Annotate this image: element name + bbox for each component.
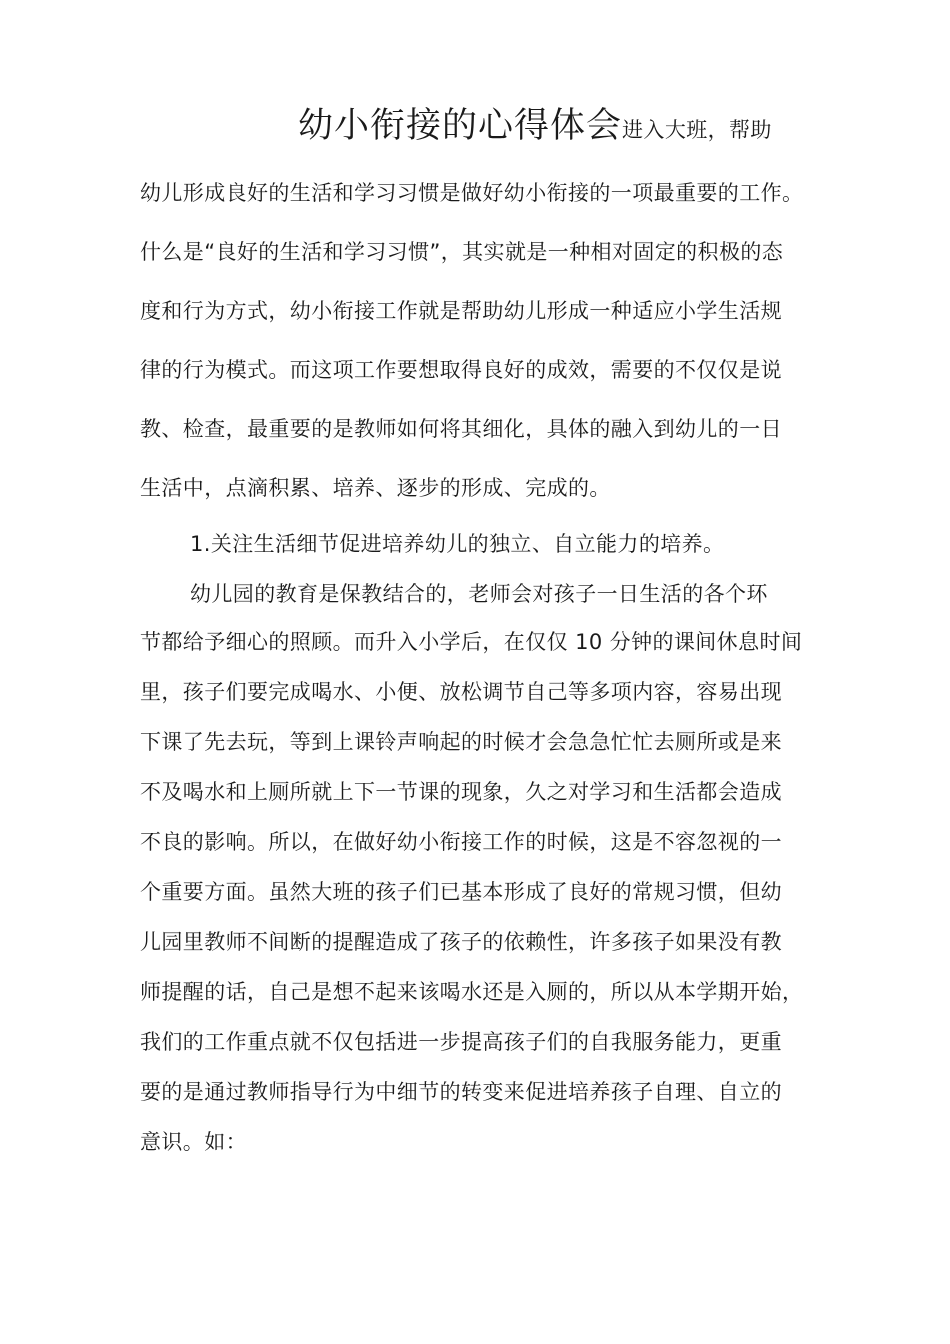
paragraph1-line: 生活中，点滴积累、培养、逐步的形成、完成的。 [140, 476, 611, 500]
document-title: 幼小衔接的心得体会 [298, 106, 623, 146]
paragraph1-line: 什么是“良好的生活和学习习惯”，其实就是一种相对固定的积极的态 [140, 240, 784, 264]
paragraph1-line: 律的行为模式。而这项工作要想取得良好的成效，需要的不仅仅是说 [140, 358, 782, 382]
paragraph1-line: 幼儿形成良好的生活和学习习惯是做好幼小衔接的一项最重要的工作。 [140, 181, 804, 205]
paragraph2-line: 节都给予细心的照顾。而升入小学后，在仅仅 10 分钟的课间休息时间 [140, 630, 803, 654]
paragraph2-line: 不良的影响。所以，在做好幼小衔接工作的时候，这是不容忽视的一 [140, 830, 782, 854]
title-continuation-text: 进入大班，帮助 [622, 118, 772, 142]
title-line [298, 104, 772, 154]
paragraph2-line: 意识。如： [140, 1130, 247, 1154]
paragraph2-line: 个重要方面。虽然大班的孩子们已基本形成了良好的常规习惯，但幼 [140, 880, 782, 904]
paragraph2-line: 下课了先去玩，等到上课铃声响起的时候才会急急忙忙去厕所或是来 [140, 730, 782, 754]
paragraph1-line: 度和行为方式，幼小衔接工作就是帮助幼儿形成一种适应小学生活规 [140, 299, 782, 323]
paragraph2-line: 要的是通过教师指导行为中细节的转变来促进培养孩子自理、自立的 [140, 1080, 782, 1104]
paragraph2-line: 不及喝水和上厕所就上下一节课的现象，久之对学习和生活都会造成 [140, 780, 782, 804]
paragraph1-line: 教、检查，最重要的是教师如何将其细化，具体的融入到幼儿的一日 [140, 417, 782, 441]
paragraph2-line: 我们的工作重点就不仅包括进一步提高孩子们的自我服务能力，更重 [140, 1030, 782, 1054]
paragraph2-line: 儿园里教师不间断的提醒造成了孩子的依赖性，许多孩子如果没有教 [140, 930, 782, 954]
paragraph2-line: 里，孩子们要完成喝水、小便、放松调节自己等多项内容，容易出现 [140, 680, 782, 704]
section-heading: 1.关注生活细节促进培养幼儿的独立、自立能力的培养。 [190, 532, 725, 556]
paragraph2-line: 师提醒的话，自己是想不起来该喝水还是入厕的，所以从本学期开始， [140, 980, 804, 1004]
paragraph2-line: 幼儿园的教育是保教结合的，老师会对孩子一日生活的各个环 [190, 582, 768, 606]
